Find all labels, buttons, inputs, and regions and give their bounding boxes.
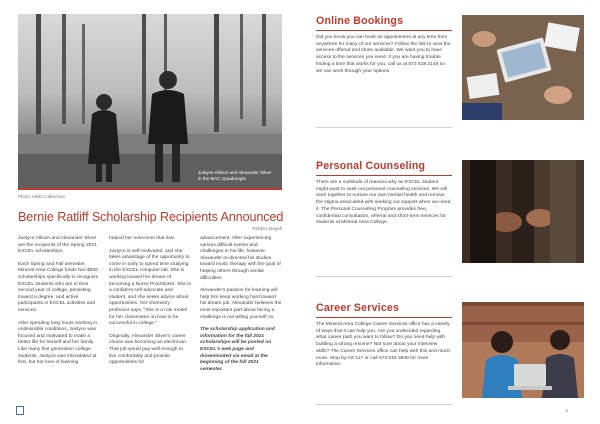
article-byline: Robbin Siegell [252, 226, 282, 231]
section-title-rule [316, 317, 452, 318]
page-marker-icon [16, 406, 24, 415]
article-column-2 [109, 236, 191, 373]
section-body: The Mineral Area College Career Services office has a variety of ways that it can help you. Are you undecided regarding what career path you want to follow? Do you need help with building a strong resume? Not sure about your interview skills? The Career Services office can help with this and much more. Stop by AS 117 or call 573 518 3848 for more information. [316, 322, 451, 368]
photo-caption: Justyce Allison and Alexander Silver in the MAC Quadrangle [198, 170, 272, 181]
paragraph: Alexander's passion for learning will help him keep working hard toward his dream job. Alexander believes the most important part about facing a challenge is not telling yourself no. [200, 288, 282, 320]
students-laptop-photo [462, 302, 584, 398]
article-body [18, 236, 282, 412]
section-divider [316, 276, 452, 277]
section-title-rule [316, 30, 452, 31]
laptop-desk-photo [462, 15, 584, 120]
right-page [316, 0, 586, 424]
photo-credit: Photo: Nikki Culbertson [18, 194, 66, 199]
photo-divider [18, 188, 282, 190]
paragraph: Each Spring and Fall semester, Mineral Area College funds two $500 scholarships specifically to recognize EXCEL students who are in their second year of college, persisting toward a degree, and active participants in EXCEL activities and services. [18, 261, 99, 313]
paragraph: After spending long hours working in undesirable conditions, Justyce was focused and motivated to make a better life for herself and her family. Like many first generation college students, Justyce was intimidated at first, but her love of learning [18, 320, 98, 366]
section-divider [316, 127, 452, 128]
paragraph: helped her overcome that fear. [109, 236, 176, 241]
article-title: Bernie Ratliff Scholarship Recipients Announced [18, 210, 284, 224]
section-divider [316, 404, 452, 405]
section-title-rule [316, 175, 452, 176]
section-title: Online Bookings [316, 15, 404, 27]
left-page [18, 14, 282, 414]
paragraph: Justyce is self-motivated, and she takes advantage of the opportunity to come in early to spend time studying in the EXCEL computer lab. She is working toward her dream of becoming a Nurse Practitioner. She is a confident self-advocate and student, and she seeks advice about opportunities. Her chemistry professor says, "She is a role model for her classmates on how to be successful in college." [109, 248, 191, 327]
section-body: Did you know you can book an appointment at any time from anywhere for many of our services? Follow the link to view the services offered and times available. We want you to have access to the services you need. If you are having trouble finding a time that works for you, call us at 573 518 2149 so we can work through your options. [316, 35, 451, 74]
section-title: Career Services [316, 302, 400, 314]
photo-illustration [18, 14, 282, 188]
paragraph: Justyce Allison and Alexander Silver are the recipients of the Spring 2021 EXCEL scholarships. [18, 236, 97, 255]
article-column-1 [18, 236, 100, 373]
scholarship-recipients-photo [18, 14, 282, 188]
page-number: 5 [565, 408, 568, 413]
paragraph: Originally, Alexander Silver's career choice was becoming an electrician. That job would pay well enough to live comfortably and provide opportunities for [109, 333, 188, 366]
counseling-hands-photo [462, 160, 584, 263]
article-column-3 [200, 236, 282, 379]
scholarship-closing-note: The scholarship application and information for the fall 2021 scholarships will be posted on EXCEL's web page and disseminated via email at the beginning of the fall 2021 semester. [200, 327, 275, 372]
section-title: Personal Counseling [316, 160, 426, 172]
section-body: There are a multitude of reasons why an EXCEL student might want to seek out personal counseling services. We will work together to nurture our own mental health and remove the stigma associated with seeking out support when we need it. The Personal Counseling Program provides free, confidential consultation, referral and short-term services for students at Mineral Area College. [316, 180, 451, 226]
paragraph: advancement. After experiencing various difficult events and challenges in his life, however, Alexander re-directed his studies toward music therapy with the goal of helping others through similar difficulties. [200, 236, 281, 281]
